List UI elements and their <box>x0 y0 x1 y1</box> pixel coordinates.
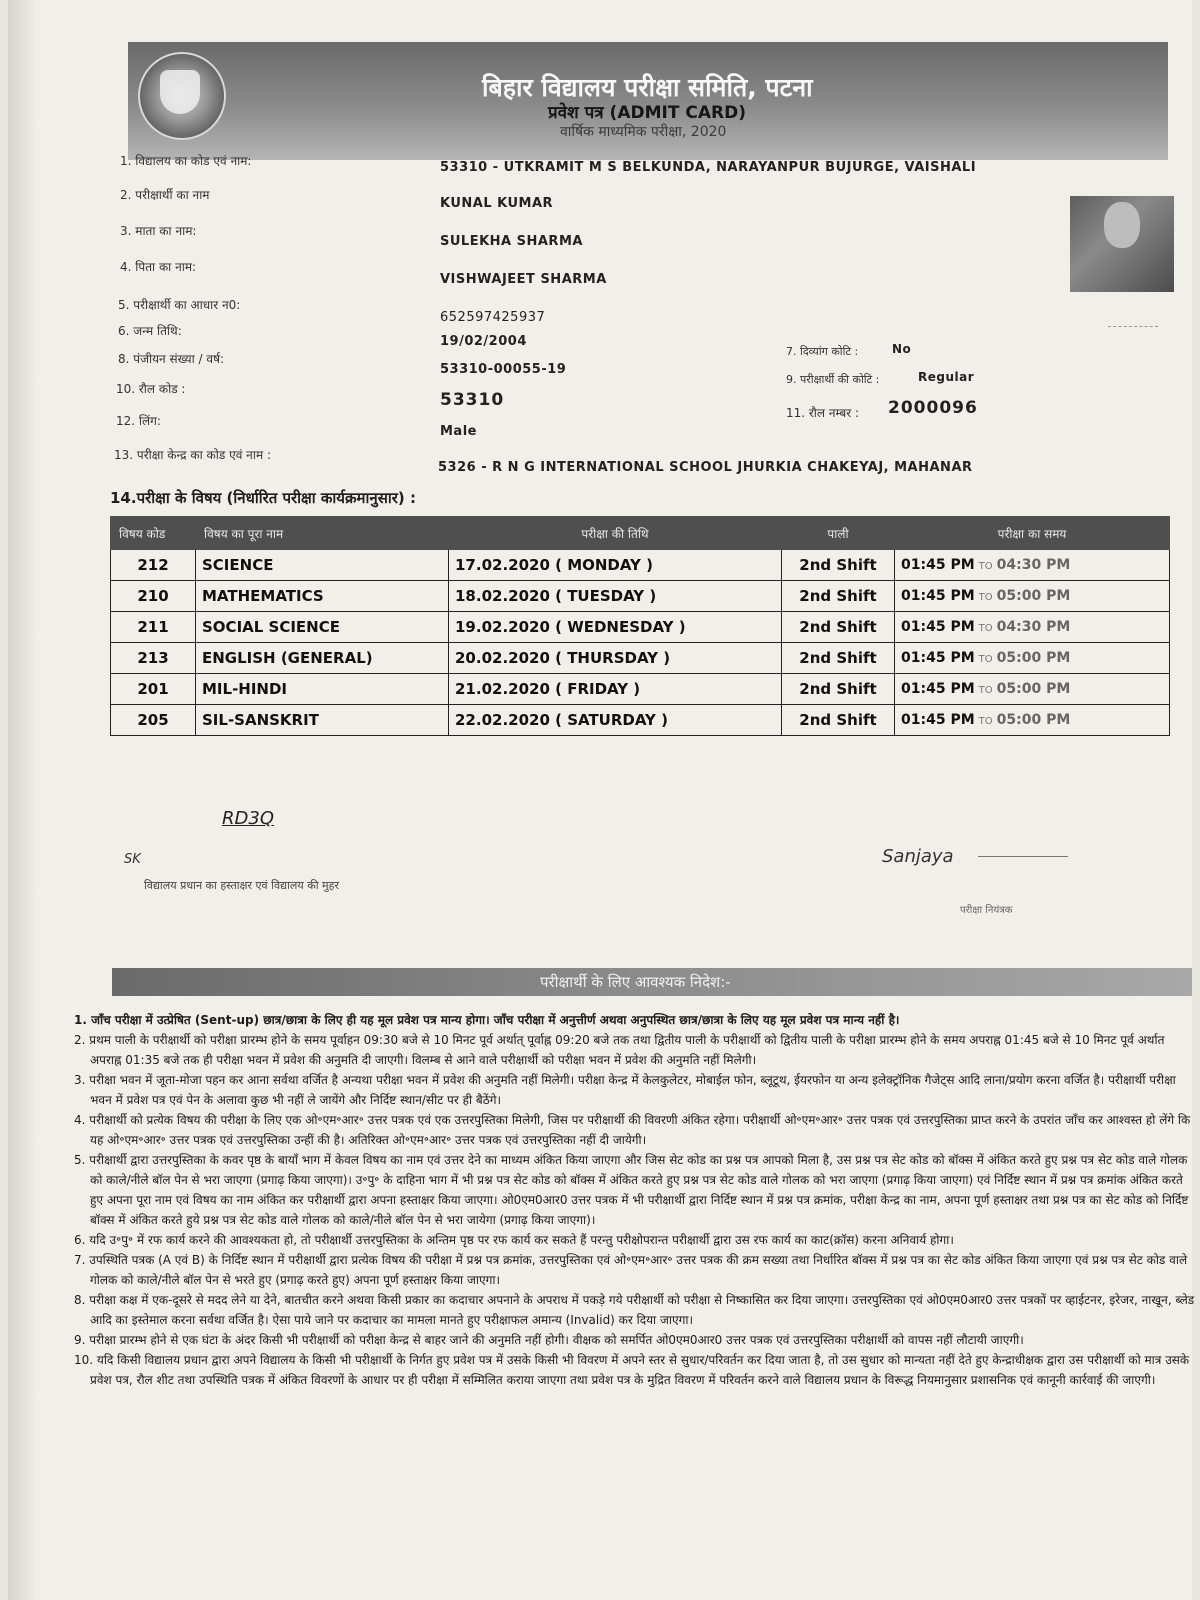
field-label-dob: 6. जन्म तिथि: <box>118 324 182 338</box>
col-subject-name: विषय का पूरा नाम <box>196 517 449 550</box>
row-shift: 2nd Shift <box>782 705 895 736</box>
field-value-category: Regular <box>918 370 975 384</box>
instructions-title: परीक्षार्थी के लिए आवश्यक निदेश:- <box>540 973 731 991</box>
time-start: 01:45 PM <box>901 712 975 728</box>
col-subject-code: विषय कोड <box>111 517 196 550</box>
field-value-roll-code: 53310 <box>440 390 505 410</box>
row-subject: SOCIAL SCIENCE <box>196 612 449 643</box>
row-code: 211 <box>111 612 196 643</box>
row-shift: 2nd Shift <box>782 550 895 581</box>
field-value-name: KUNAL KUMAR <box>440 196 554 211</box>
row-time <box>895 705 1170 736</box>
field-label-school: 1. विद्यालय का कोड एवं नाम: <box>120 154 252 168</box>
instruction-item: 8. परीक्षा कक्ष में एक-दूसरे से मदद लेने या देने, बातचीत करने अथवा किसी प्रकार का कदाचार अपनाने के अपराध में पकड़े गये परीक्षार्थी को परीक्षा से निष्कासित कर दिया जाएगा। उत्तरपुस्तिका एवं ओ0एम0आर0 उत्तर पत्रकों पर व्हाईटनर, इरेजर, नाखून, ब्लेड आदि का इस्तेमाल करना सर्वथा वर्जित है। ऐसा पाये जाने पर कदाचार का मामला मानते हुए परीक्षाफल अमान्य (Invalid) कर दिया जाएगा। <box>74 1293 1195 1327</box>
row-shift: 2nd Shift <box>782 643 895 674</box>
time-start: 01:45 PM <box>901 619 975 635</box>
row-time <box>895 612 1170 643</box>
field-value-roll-number: 2000096 <box>888 398 978 418</box>
controller-signature-label: परीक्षा नियंत्रक <box>960 905 1013 916</box>
time-to: TO <box>978 716 993 727</box>
row-shift: 2nd Shift <box>782 674 895 705</box>
time-end: 04:30 PM <box>996 619 1071 635</box>
table-row <box>111 612 1170 643</box>
row-date: 19.02.2020 ( WEDNESDAY ) <box>449 612 782 643</box>
row-code: 212 <box>111 550 196 581</box>
board-title: बिहार विद्यालय परीक्षा समिति, पटना <box>482 73 813 102</box>
instruction-item: 4. परीक्षार्थी को प्रत्येक विषय की परीक्षा के लिए एक ओ॰एम॰आर॰ उत्तर पत्रक एवं एक उत्तरपुस्तिका मिलेगी, जिस पर परीक्षार्थी की विवरणी अंकित रहेगा। परीक्षार्थी ओ॰एम॰आर॰ उत्तर पत्रक एवं उत्तरपुस्तिका प्राप्त करने के उपरांत जाँच कर आश्वस्त हो लेंगे कि यह ओ॰एम॰आर॰ उत्तर पत्रक एवं उत्तरपुस्तिका उन्हीं की है। अतिरिक्त ओ॰एम॰आर॰ उत्तर पत्रक एवं उत्तरपुस्तिका नहीं दी जायेगी। <box>74 1113 1191 1147</box>
time-start: 01:45 PM <box>901 650 975 666</box>
time-to: TO <box>978 685 993 696</box>
time-end: 05:00 PM <box>996 650 1071 666</box>
col-shift: पाली <box>782 517 895 550</box>
time-start: 01:45 PM <box>901 588 975 604</box>
row-subject: SCIENCE <box>196 550 449 581</box>
table-row <box>111 581 1170 612</box>
row-time <box>895 581 1170 612</box>
row-date: 20.02.2020 ( THURSDAY ) <box>449 643 782 674</box>
time-to: TO <box>978 561 993 572</box>
row-subject: MATHEMATICS <box>196 581 449 612</box>
row-time <box>895 550 1170 581</box>
field-value-aadhar: 652597425937 <box>440 310 546 325</box>
col-exam-time: परीक्षा का समय <box>895 517 1170 550</box>
field-value-school: 53310 - UTKRAMIT M S BELKUNDA, NARAYANPUR BUJURGE, VAISHALI <box>440 160 977 175</box>
row-time <box>895 674 1170 705</box>
field-value-centre: 5326 - R N G INTERNATIONAL SCHOOL JHURKIA CHAKEYAJ, MAHANAR <box>438 460 973 475</box>
field-label-roll-number: 11. रौल नम्बर : <box>786 406 860 420</box>
row-date: 17.02.2020 ( MONDAY ) <box>449 550 782 581</box>
instruction-item: 1. जाँच परीक्षा में उत्प्रेषित (Sent-up) छात्र/छात्रा के लिए ही यह मूल प्रवेश पत्र मान्य होगा। जाँच परीक्षा में अनुत्तीर्ण अथवा अनुपस्थित छात्र/छात्रा के लिए यह मूल प्रवेश पत्र मान्य नहीं है। <box>74 1013 900 1027</box>
headmaster-signature-label: विद्यालय प्रधान का हस्ताक्षर एवं विद्यालय की मुहर <box>144 879 339 892</box>
field-label-aadhar: 5. परीक्षार्थी का आधार न0: <box>118 298 241 312</box>
candidate-photo <box>1070 196 1174 292</box>
field-value-divyang: No <box>892 342 912 356</box>
field-value-gender: Male <box>440 424 477 439</box>
table-row <box>111 674 1170 705</box>
row-shift: 2nd Shift <box>782 581 895 612</box>
headmaster-initials: SK <box>124 852 141 867</box>
instruction-item: 9. परीक्षा प्रारम्भ होने से एक घंटा के अंदर किसी भी परीक्षार्थी को परीक्षा केन्द्र से बाहर जाने की अनुमति नहीं होगी। वीक्षक को समर्पित ओ0एम0आर0 उत्तर पत्रक एवं उत्तरपुस्तिका परीक्षार्थी को वापस नहीं लौटायी जाएगी। <box>74 1333 1024 1347</box>
row-subject: SIL-SANSKRIT <box>196 705 449 736</box>
row-subject: ENGLISH (GENERAL) <box>196 643 449 674</box>
controller-signature-stroke <box>978 856 1068 857</box>
row-subject: MIL-HINDI <box>196 674 449 705</box>
row-code: 213 <box>111 643 196 674</box>
admit-card-subtitle: प्रवेश पत्र (ADMIT CARD) <box>548 103 746 123</box>
time-to: TO <box>978 592 993 603</box>
row-time <box>895 643 1170 674</box>
candidate-signature-area <box>1108 300 1158 327</box>
time-start: 01:45 PM <box>901 681 975 697</box>
instruction-item: 6. यदि उ॰पु॰ में रफ कार्य करने की आवश्यकता हो, तो परीक्षार्थी उत्तरपुस्तिका के अन्तिम पृष्ठ पर रफ कार्य कर सकते हैं परन्तु परीक्षोपरान्त परीक्षार्थी द्वारा उस रफ कार्य का काट(क्रॉस) करना अनिवार्य होगा। <box>74 1233 954 1247</box>
time-end: 04:30 PM <box>996 557 1071 573</box>
field-label-roll-code: 10. रौल कोड : <box>116 382 186 396</box>
field-label-mother: 3. माता का नाम: <box>120 224 197 238</box>
instruction-item: 7. उपस्थिति पत्रक (A एवं B) के निर्दिष्ट स्थान में परीक्षार्थी द्वारा प्रत्येक विषय की परीक्षा में प्रश्न पत्र क्रमांक, उत्तरपुस्तिका एवं ओ॰एम॰आर॰ उत्तर पत्रक की क्रम सख्या तथा निर्धारित बॉक्स में प्रश्न पत्र का सेट कोड अंकित किया जाएगा एवं प्रश्न पत्र सेट कोड वाले गोलक को काले/नीले बॉल पेन से भरते हुए (प्रगाढ़ करते हुए) अपना पूर्ण हस्ताक्षर किया जाएगा। <box>74 1253 1188 1287</box>
table-row <box>111 705 1170 736</box>
row-shift: 2nd Shift <box>782 612 895 643</box>
time-end: 05:00 PM <box>996 681 1071 697</box>
row-date: 22.02.2020 ( SATURDAY ) <box>449 705 782 736</box>
field-value-registration: 53310-00055-19 <box>440 362 567 377</box>
time-start: 01:45 PM <box>901 557 975 573</box>
row-code: 205 <box>111 705 196 736</box>
page-edge-shadow <box>8 0 38 1600</box>
row-code: 201 <box>111 674 196 705</box>
time-end: 05:00 PM <box>996 712 1071 728</box>
time-to: TO <box>978 654 993 665</box>
table-row <box>111 643 1170 674</box>
subjects-section-title: 14.परीक्षा के विषय (निर्धारित परीक्षा कार्यक्रमानुसार) : <box>110 489 416 507</box>
field-label-divyang: 7. दिव्यांग कोटि : <box>786 345 859 358</box>
instruction-item: 10. यदि किसी विद्यालय प्रधान द्वारा अपने विद्यालय के किसी भी परीक्षार्थी के निर्गत हुए प्रवेश पत्र में उसके किसी भी विवरण में अपने स्तर से सुधार/परिवर्तन कर दिया जाता है, तो उस सुधार को मान्यता नहीं देते हुए केन्द्राधीक्षक द्वारा उस परीक्षार्थी को मात्र उसके प्रवेश पत्र, रौल शीट तथा उपस्थिति पत्रक में अंकित विवरणों के आधार पर ही परीक्षा में सम्मिलित कराया जाएगा तथा प्रवेश पत्र के मुद्रित विवरण में परिवर्तन करने वाले विद्यालय प्रधान के विरूद्ध नियमानुसार प्रशासनिक एवं कानूनी कार्रवाई की जाएगी। <box>74 1353 1190 1387</box>
subjects-table <box>110 516 1170 736</box>
field-label-centre: 13. परीक्षा केन्द्र का कोड एवं नाम : <box>114 448 271 462</box>
row-date: 18.02.2020 ( TUESDAY ) <box>449 581 782 612</box>
field-label-father: 4. पिता का नाम: <box>120 260 197 274</box>
field-label-gender: 12. लिंग: <box>116 414 161 428</box>
field-label-name: 2. परीक्षार्थी का नाम <box>120 188 210 202</box>
headmaster-signature: RD3Q <box>222 808 274 829</box>
exam-year: वार्षिक माध्यमिक परीक्षा, 2020 <box>560 124 727 140</box>
row-date: 21.02.2020 ( FRIDAY ) <box>449 674 782 705</box>
field-value-dob: 19/02/2004 <box>440 334 527 349</box>
time-to: TO <box>978 623 993 634</box>
row-code: 210 <box>111 581 196 612</box>
instruction-item: 2. प्रथम पाली के परीक्षार्थी को परीक्षा प्रारम्भ होने के समय पूर्वाहन 09:30 बजे से 10 मिनट पूर्व अर्थात् पूर्वाह्न 09:20 बजे तक तथा द्वितीय पाली के परीक्षार्थी को द्वितीय पाली के परीक्षा प्रारम्भ होने के समय अपराह्न 01:45 बजे से 10 मिनट पूर्व अर्थात अपराह्न 01:35 बजे तक ही परीक्षा भवन में प्रवेश की अनुमति दी जाएगी। विलम्ब से आने वाले परीक्षार्थी को परीक्षा भवन में प्रवेश की अनुमति नहीं मिलेगी। <box>74 1033 1165 1067</box>
field-label-registration: 8. पंजीयन संख्या / वर्ष: <box>118 352 225 366</box>
field-label-category: 9. परीक्षार्थी की कोटि : <box>786 373 880 386</box>
time-end: 05:00 PM <box>996 588 1071 604</box>
col-exam-date: परीक्षा की तिथि <box>449 517 782 550</box>
admit-card-sheet <box>8 0 1195 1600</box>
instruction-item: 5. परीक्षार्थी द्वारा उत्तरपुस्तिका के कवर पृष्ठ के बायाँ भाग में केवल विषय का नाम एवं उत्तर देने का माध्यम अंकित किया जाएगा और जिस सेट कोड का प्रश्न पत्र आपको मिला है, उस प्रश्न पत्र सेट कोड को बॉक्स में अंकित करते हुए प्रश्न पत्र सेट कोड वाले गोलक को काले/नीले बॉल पेन से भरा जाएगा (प्रगाढ़ किया जाएगा)। उ॰पु॰ के दाहिना भाग में भी प्रश्न पत्र सेट कोड को बॉक्स में अंकित करते हुए प्रश्न पत्र सेट कोड वाले गोलक को भरा जाएगा (प्रगाढ़ किया जाएगा) एवं निर्दिष्ट स्थान में प्रश्न पत्र क्रमांक अंकित करते हुए अपना पूरा नाम एवं विषय का नाम अंकित कर परीक्षार्थी द्वारा अपना हस्ताक्षर किया जाएगा। ओ0एम0आर0 उत्तर पत्रक में भी परीक्षार्थी द्वारा निर्दिष्ट स्थान में प्रश्न पत्र क्रमांक, परीक्षा केन्द्र का नाम, अपना पूर्ण हस्ताक्षर तथा प्रश्न पत्र का सेट कोड को निर्दिष्ट बॉक्स में अंकित करते हुये प्रश्न पत्र सेट कोड वाले गोलक को काले/नीले बॉल पेन से भरा जायेगा (प्रगाढ़ किया जाएगा)। <box>74 1153 1189 1227</box>
controller-signature: Sanjaya <box>882 846 954 867</box>
table-header-row <box>111 517 1170 550</box>
instructions-list <box>74 1010 1198 1390</box>
field-value-mother: SULEKHA SHARMA <box>440 234 583 249</box>
table-row <box>111 550 1170 581</box>
field-value-father: VISHWAJEET SHARMA <box>440 272 607 287</box>
instruction-item: 3. परीक्षा भवन में जूता-मोजा पहन कर आना सर्वथा वर्जित है अन्यथा परीक्षा भवन में प्रवेश की अनुमति नहीं मिलेगी। परीक्षा केन्द्र में केलकुलेटर, मोबाईल फोन, ब्लूटूथ, ईयरफोन या अन्य इलेक्ट्रॉनिक गैजेट्स आदि लाना/प्रयोग करना वर्जित है। परीक्षार्थी परीक्षा भवन में प्रवेश पत्र एवं पेन के अलावा कुछ भी नहीं ले जायेंगे और निर्दिष्ट स्थान/सीट पर ही बैठेंगे। <box>74 1073 1176 1107</box>
bseb-logo-icon <box>138 52 226 140</box>
